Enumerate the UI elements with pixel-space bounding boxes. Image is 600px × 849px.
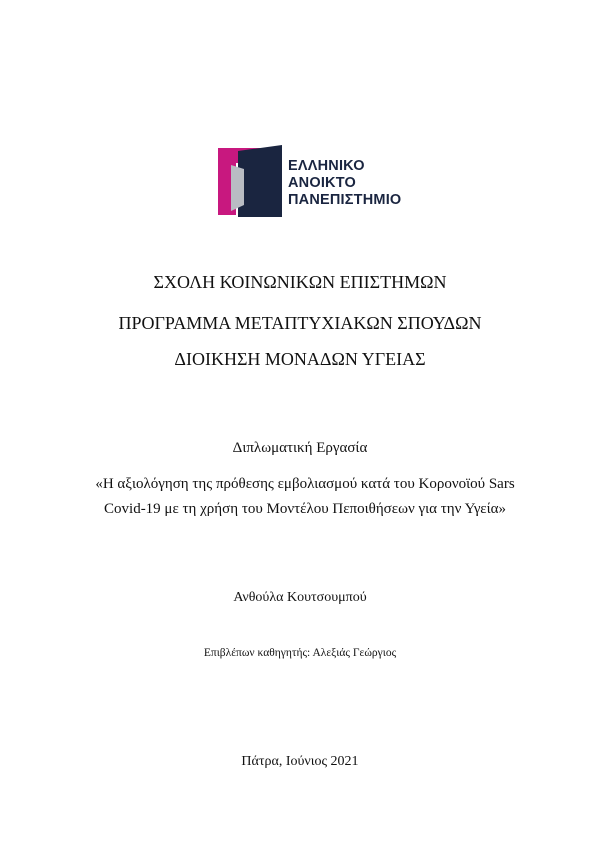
university-logo-mark (218, 145, 284, 217)
university-logo-text (288, 158, 401, 209)
place-date: Πάτρα, Ιούνιος 2021 (241, 754, 359, 769)
program-heading: ΠΡΟΓΡΑΜΜΑ ΜΕΤΑΠΤΥΧΙΑΚΩΝ ΣΠΟΥΔΩΝ (118, 313, 482, 333)
thesis-type-label: Διπλωματική Εργασία (232, 440, 368, 456)
supervisor-line: Επιβλέπων καθηγητής: Αλεξιάς Γεώργιος (203, 647, 397, 659)
logo-line-3: ΠΑΝΕΠΙΣΤΗΜΙΟ (288, 192, 402, 208)
logo-line-2: ΑΝΟΙΚΤΟ (288, 175, 356, 191)
logo-line-1: ΕΛΛΗΝΙΚΟ (288, 158, 365, 174)
thesis-title: «Η αξιολόγηση της πρόθεσης εμβολιασμού κατά του Κορονοϊού Sars Covid-19 με τη χρήση του Μοντέλου Πεποιθήσεων για την Υγεία» (95, 476, 515, 517)
school-heading: ΣΧΟΛΗ ΚΟΙΝΩΝΙΚΩΝ ΕΠΙΣΤΗΜΩΝ (153, 272, 447, 292)
specialization-heading: ΔΙΟΙΚΗΣΗ ΜΟΝΑΔΩΝ ΥΓΕΙΑΣ (174, 349, 426, 369)
author-name: Ανθούλα Κουτσουμπού (233, 590, 367, 605)
university-logo (218, 145, 408, 217)
